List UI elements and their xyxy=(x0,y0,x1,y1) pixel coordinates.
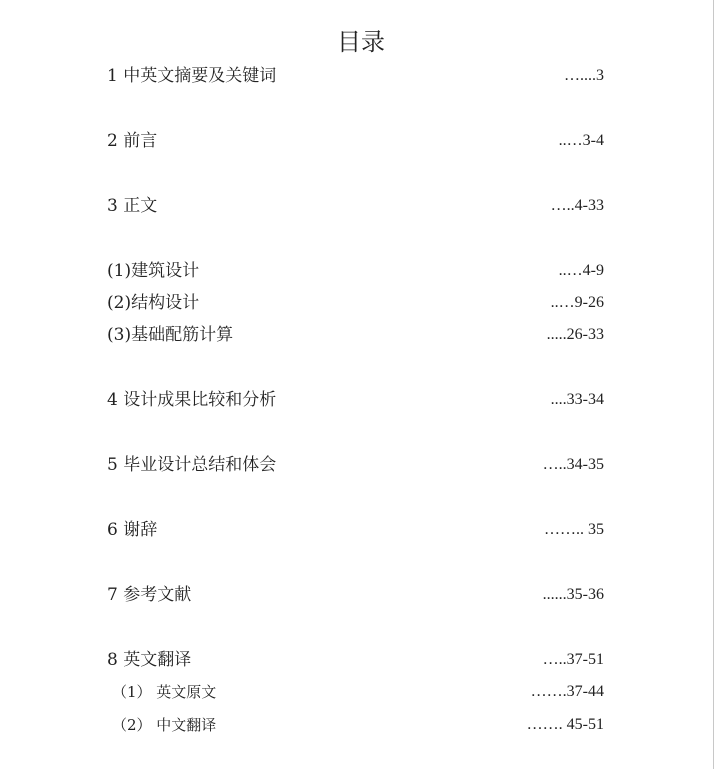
toc-subentry xyxy=(0,680,715,704)
toc-entry-pages: ..…4-9 xyxy=(558,262,604,279)
toc-entry-label: 2 前言 xyxy=(107,131,158,151)
toc-entry-label: 1 中英文摘要及关键词 xyxy=(107,66,277,86)
toc-entry xyxy=(0,259,715,283)
toc-entry-label: 8 英文翻译 xyxy=(107,650,192,670)
toc-entry-pages: …..4-33 xyxy=(550,197,604,214)
toc-entry xyxy=(0,518,715,542)
toc-entry xyxy=(0,453,715,477)
toc-subentry xyxy=(0,713,715,737)
toc-entry-label: （2） 中文翻译 xyxy=(112,716,217,734)
toc-entry-pages: ..…3-4 xyxy=(558,132,604,149)
toc-title: 目录 xyxy=(337,28,385,56)
toc-entry xyxy=(0,388,715,412)
toc-entry xyxy=(0,291,715,315)
toc-entry-pages: ……. 45-51 xyxy=(526,716,604,733)
toc-entry-label: (2)结构设计 xyxy=(107,293,200,313)
toc-entry xyxy=(0,648,715,672)
toc-entry-label: 5 毕业设计总结和体会 xyxy=(107,455,277,475)
toc-entry xyxy=(0,323,715,347)
toc-entry-pages: …….. 35 xyxy=(544,521,604,538)
toc-entry-pages: …..34-35 xyxy=(542,456,604,473)
toc-entry-label: 3 正文 xyxy=(107,196,158,216)
toc-entry-label: 6 谢辞 xyxy=(107,520,158,540)
toc-entry xyxy=(0,129,715,153)
toc-entry-label: （1） 英文原文 xyxy=(112,683,217,701)
toc-entry-label: (3)基础配筋计算 xyxy=(107,325,234,345)
toc-entry xyxy=(0,583,715,607)
toc-entry-label: 7 参考文献 xyxy=(107,585,192,605)
toc-entry-pages: ....33-34 xyxy=(550,391,604,408)
toc-entry-pages: …..37-51 xyxy=(542,651,604,668)
toc-entry xyxy=(0,64,715,88)
toc-entry-label: 4 设计成果比较和分析 xyxy=(107,390,277,410)
toc-entry-pages: ......35-36 xyxy=(542,586,604,603)
toc-entry-pages: …....3 xyxy=(564,67,604,84)
toc-entry-pages: ..…9-26 xyxy=(550,294,604,311)
toc-entry-label: (1)建筑设计 xyxy=(107,261,200,281)
toc-entry-pages: .....26-33 xyxy=(546,326,604,343)
toc-entry-pages: …….37-44 xyxy=(530,683,604,700)
toc-entry xyxy=(0,194,715,218)
